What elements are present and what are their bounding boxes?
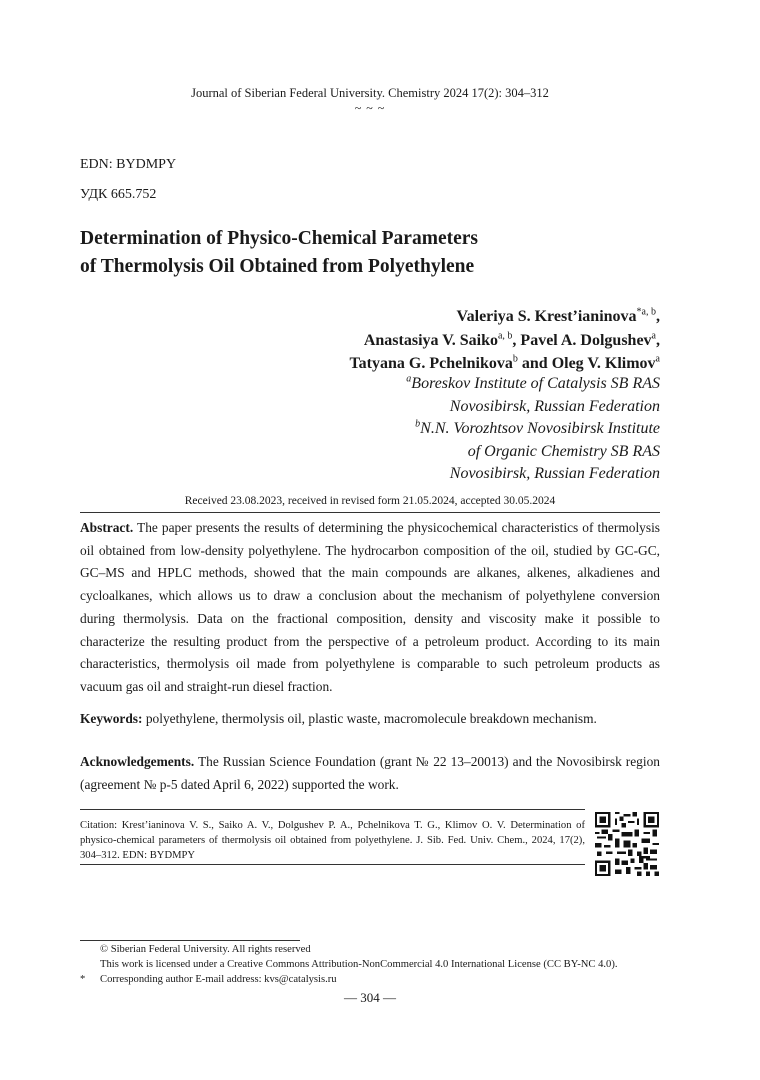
title-line-2: of Thermolysis Oil Obtained from Polyethylene (80, 256, 475, 277)
author-name: Tatyana G. Pchelnikova (349, 355, 513, 372)
author-name: Anastasiya V. Saiko (363, 331, 498, 349)
author-line-2 (349, 329, 660, 353)
copyright-text: © Siberian Federal University. All rights reserved (100, 944, 311, 955)
author-separator: and (517, 355, 548, 372)
page-number: — 304 — (344, 990, 396, 1005)
acknowledgements (80, 750, 660, 796)
keywords (80, 708, 660, 730)
license-text: This work is licensed under a Creative Commons Attribution-NonCommercial 4.0 International License (CC BY-NC 4.0). (100, 959, 618, 970)
qr-code[interactable] (595, 812, 659, 876)
keywords-label: Keywords: (80, 711, 143, 726)
abstract-text: The paper presents the results of determining the physicochemical characteristics of thermolysis oil obtained from low-density polyethylene. The hydrocarbon composition of the oil, studied by GC-GC, GC–MS and HPLC methods, showed that the main compounds are alkanes, alkenes, alkadienes and cycloalkanes, which allows us to draw a conclusion about the mechanism of polyethylene conversion during thermolysis. Data on the fractional composition, density and viscosity make it possible to characterize the resulting product from the perspective of a petroleum product. According to its main characteristics, thermolysis oil made from polyethylene is comparable to such petroleum products as vacuum gas oil and straight-run diesel fraction. (80, 520, 661, 694)
citation-rule-bottom (80, 864, 585, 865)
author-affil-mark: a, b (497, 330, 513, 342)
author-separator: , (656, 331, 660, 349)
affiliation-a-line-2: Novosibirsk, Russian Federation (449, 397, 660, 415)
udk-identifier: УДК 665.752 (80, 187, 157, 202)
footnote-copyright (80, 942, 680, 957)
acknowledgements-label: Acknowledgements. (80, 754, 195, 769)
title-line-1: Determination of Physico-Chemical Parameters (80, 228, 479, 249)
received-dates: Received 23.08.2023, received in revised form 21.05.2024, accepted 30.05.2024 (184, 495, 556, 507)
affil-mark: a (406, 373, 412, 385)
corresponding-text: Corresponding author E-mail address: kvs@catalysis.ru (100, 974, 337, 985)
keywords-text: polyethylene, thermolysis oil, plastic waste, macromolecule breakdown mechanism. (145, 711, 597, 726)
affiliation-b-line-3: Novosibirsk, Russian Federation (449, 465, 660, 482)
affiliation-a-line-1 (406, 373, 660, 396)
journal-header: Journal of Siberian Federal University. Chemistry 2024 17(2): 304–312 (191, 86, 549, 100)
author-list (349, 305, 660, 376)
footnote-corresponding (80, 972, 680, 987)
affiliation-b-line-2: of Organic Chemistry SB RAS (467, 442, 660, 460)
article-title (80, 225, 640, 281)
affiliations (406, 373, 660, 486)
abstract (80, 517, 660, 699)
affiliation-b-line-1 (406, 418, 660, 441)
author-name: Oleg V. Klimov (551, 355, 656, 372)
affil-text: Boreskov Institute of Catalysis SB RAS (411, 375, 660, 392)
footnote-rule (80, 940, 300, 941)
edn-identifier: EDN: BYDMPY (80, 157, 177, 172)
corresponding-mark: * (80, 974, 86, 985)
abstract-label: Abstract. (80, 520, 134, 535)
footnote-license (80, 957, 680, 972)
citation: Citation: Krest’ianinova V. S., Saiko A. V., Dolgushev P. A., Pchelnikova T. G., Klimov O. V. Determination of physico-chemical parameters of thermolysis oil obtained from polyethylene. J. Sib. Fed. Univ. Chem., 2024, 17(2), 304–312. EDN: BYDMPY (80, 820, 585, 861)
header-separator: ~ ~ ~ (354, 101, 386, 115)
acknowledgements-text: The Russian Science Foundation (grant № 22 13–20013) and the Novosibirsk region (agreement № р-5 dated April 6, 2022) supported the work. (80, 754, 660, 792)
author-affil-mark: *a, b (636, 306, 656, 318)
page-number-value: 304 (360, 990, 380, 1005)
author-name: Valeriya S. Krest’ianinova (456, 308, 637, 325)
footnotes (80, 942, 680, 987)
author-affil-mark: b (512, 353, 518, 365)
author-affil-mark: a (655, 353, 660, 365)
author-separator: , (656, 308, 660, 325)
author-line-3 (349, 352, 660, 376)
author-line-1 (349, 305, 660, 329)
author-separator: , (512, 331, 517, 349)
author-affil-mark: a (651, 330, 656, 342)
author-name: Pavel A. Dolgushev (520, 331, 652, 349)
affil-text: N.N. Vorozhtsov Novosibirsk Institute (420, 420, 660, 437)
divider-top (80, 512, 660, 513)
affil-mark: b (415, 418, 421, 430)
citation-rule-top (80, 809, 585, 810)
